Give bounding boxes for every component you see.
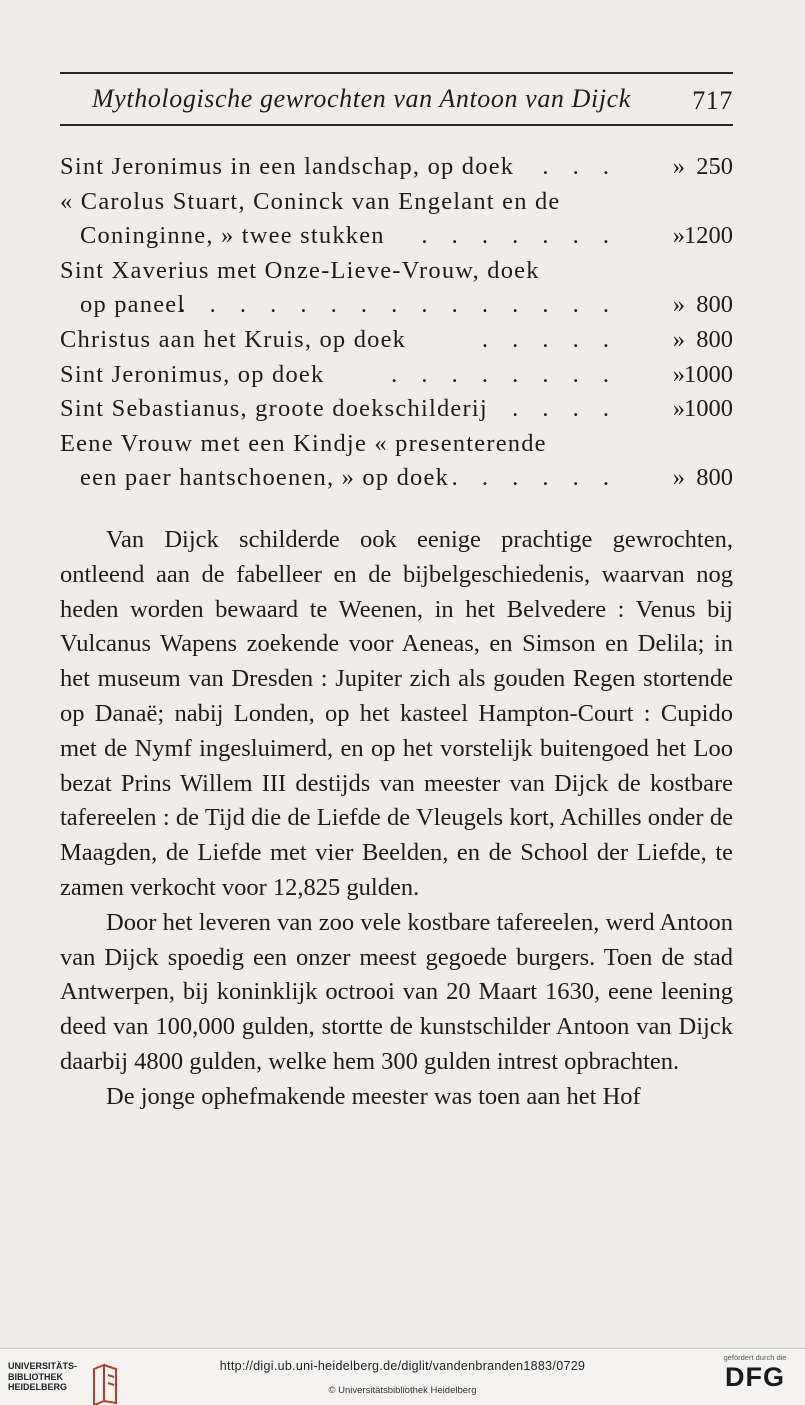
catalog-item-text: Sint Sebastianus, groote doekschilderij (60, 395, 488, 423)
catalog-ditto-mark: » (672, 464, 685, 492)
catalog-amount: 1000 (684, 360, 733, 388)
catalog-row (60, 392, 733, 427)
catalog-ditto-mark: » (672, 395, 685, 423)
catalog-amount: 800 (696, 291, 733, 319)
catalog-row (60, 461, 733, 496)
catalog-leader-dots: . . . . . (481, 325, 618, 353)
catalog-amount: 1200 (684, 222, 733, 250)
dfg-wordmark: DFG (725, 1362, 785, 1392)
catalog-leader-dots: . . . . . . . . . . . . . . . (179, 291, 618, 319)
permalink-url[interactable]: http://digi.ub.uni-heidelberg.de/diglit/vandenbranden1883/0729 (219, 1359, 586, 1373)
catalog-row (60, 219, 733, 254)
catalog-ditto-mark: » (672, 325, 685, 353)
footer-bar (0, 1348, 805, 1405)
catalog-row (60, 427, 733, 462)
catalog-leader-dots: . . . . . . . (421, 222, 618, 250)
catalog-item-text: « Carolus Stuart, Coninck van Engelant en de (60, 187, 561, 215)
catalog-row (60, 150, 733, 185)
catalog-leader-dots: . . . . . . (451, 464, 618, 492)
header-rule-bottom (60, 124, 733, 126)
paragraph: Door het leveren van zoo vele kostbare tafereelen, werd Antoon van Dijck spoedig een onzer meest gegoede burgers. Toen de stad Antwerpen, bij koninklijk octrooi van 20 Maart 1630, eene leening deed van 100,000 gulden, stortte de kunstschilder Antoon van Dijck daarbij 4800 gulden, welke hem 300 gulden intrest opbrachten. (60, 908, 733, 1075)
catalog-leader-dots: . . . . . . . . (391, 360, 618, 388)
paragraph: Van Dijck schilderde ook eenige prachtige gewrochten, ontleend aan de fabelleer en de bijbelgeschiedenis, waarvan nog heden worden bewaard te Weenen, in het Belvedere : Venus bij Vulcanus Wapens zoekende voor Aeneas, en Simson en Delila; in het museum van Dresden : Jupiter zich als gouden Regen stortende op Danaë; nabij Londen, op het kasteel Hampton-Court : Cupido met de Nymf ingesluimerd, en op het vorstelijk buitengoed het Loo bezat Prins Willem III destijds van meester van Dijck de kostbare tafereelen : de Tijd die de Liefde de Vleugels kort, Achilles onder de Maagden, de Liefde met vier Beelden, en de School der Liefde, te zamen verkocht voor 12,825 gulden. (60, 526, 733, 901)
catalog-item-text: Coninginne, » twee stukken (80, 222, 385, 250)
header-rule-top (60, 72, 733, 74)
catalog-item-text: Christus aan het Kruis, op doek (60, 325, 407, 353)
header-title: Mythologische gewrochten van Antoon van Dijck (92, 84, 631, 113)
catalog-amount: 800 (696, 325, 733, 353)
page-number: 717 (692, 86, 733, 115)
catalog-leader-dots: . . . . (512, 395, 618, 423)
running-header (60, 82, 733, 118)
catalog-ditto-mark: » (672, 222, 685, 250)
catalog-item-text: Sint Xaverius met Onze-Lieve-Vrouw, doek (60, 256, 540, 284)
catalog-row (60, 323, 733, 358)
dfg-logo[interactable] (715, 1353, 795, 1392)
copyright-notice: © Universitätsbibliothek Heidelberg (328, 1385, 477, 1396)
catalog-row (60, 288, 733, 323)
catalog-ditto-mark: » (672, 153, 685, 180)
catalog-amount: 1000 (684, 395, 733, 423)
paragraph: De jonge ophefmakende meester was toen aan het Hof (106, 1082, 641, 1110)
catalog-row (60, 358, 733, 393)
catalog-item-text: Sint Jeronimus in een landschap, op doek (60, 153, 515, 180)
catalog-leader-dots: . . . (542, 153, 618, 180)
catalog-item-text: een paer hantschoenen, » op doek (80, 464, 450, 492)
catalog-item-text: Eene Vrouw met een Kindje « presenterende (60, 429, 547, 457)
catalog-ditto-mark: » (672, 360, 685, 388)
painting-catalog (60, 150, 733, 496)
catalog-row (60, 185, 733, 220)
catalog-amount: 800 (696, 464, 733, 492)
catalog-row (60, 254, 733, 289)
funding-caption: gefördert durch die (723, 1353, 787, 1362)
catalog-amount: 250 (696, 153, 733, 180)
catalog-ditto-mark: » (672, 291, 685, 319)
catalog-item-text: op paneel (80, 291, 186, 319)
library-name: UNIVERSITÄTS- BIBLIOTHEK HEIDELBERG (8, 1361, 78, 1392)
catalog-item-text: Sint Jeronimus, op doek (60, 360, 325, 388)
body-text (60, 523, 733, 1115)
